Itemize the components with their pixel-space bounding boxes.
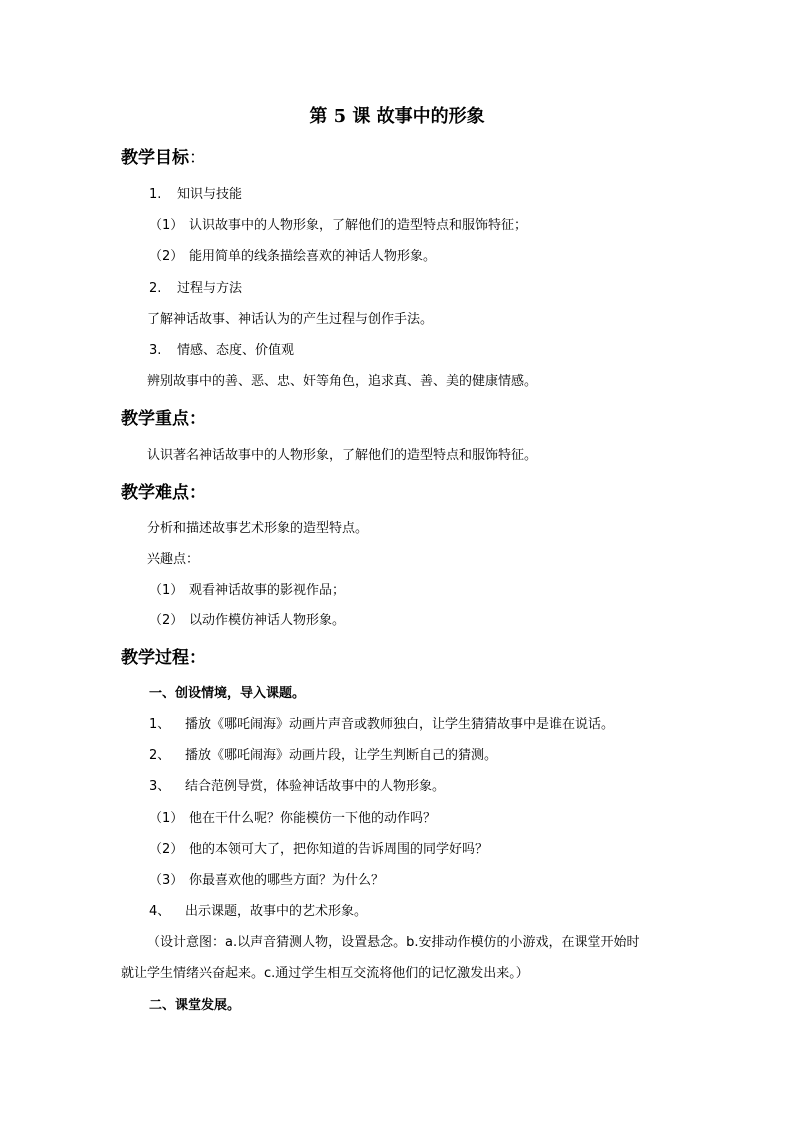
- step-marker: 4、: [149, 904, 171, 919]
- goal-text: 情感、态度、价值观: [177, 343, 295, 358]
- goal-item: [149, 279, 242, 299]
- step-text: 你最喜欢他的哪些方面？为什么？: [189, 873, 385, 888]
- difficulty-item: [147, 550, 199, 570]
- difficulty-item: [147, 519, 368, 539]
- goal-text: 过程与方法: [177, 281, 243, 296]
- step-marker: （3）: [149, 873, 184, 888]
- difficulty-text: 分析和描述故事艺术形象的造型特点。: [147, 521, 369, 536]
- goal-marker: 1.: [149, 187, 162, 202]
- process-step: [149, 902, 367, 922]
- goal-item: [149, 216, 527, 236]
- step-marker: （1）: [149, 811, 184, 826]
- process-step: [149, 871, 384, 891]
- goal-text: 辨别故事中的善、恶、忠、奸等角色，追求真、善、美的健康情感。: [147, 374, 538, 389]
- step-marker: （2）: [149, 842, 184, 857]
- process-step: [149, 746, 497, 766]
- step-marker: 3、: [149, 779, 171, 794]
- goal-item: [149, 185, 242, 205]
- process-step: [149, 840, 488, 860]
- goals-heading: [121, 146, 206, 170]
- step-text: 他在干什么呢？你能模仿一下他的动作吗？: [189, 811, 437, 826]
- difficulties-heading: 教学难点：: [121, 483, 206, 503]
- process-heading: 教学过程：: [121, 648, 206, 668]
- goal-text: 认识故事中的人物形象，了解他们的造型特点和服饰特征；: [189, 218, 528, 233]
- step-text: 播放《哪吒闹海》动画片声音或教师独白，让学生猜猜故事中是谁在说话。: [185, 717, 615, 732]
- section-two-heading: 二、课堂发展。: [149, 998, 241, 1013]
- lesson-title: 第 5 课 故事中的形象: [309, 106, 485, 127]
- difficulty-marker: （2）: [149, 613, 184, 628]
- difficulty-text: 兴趣点：: [147, 552, 200, 567]
- step-text: 他的本领可大了，把你知道的告诉周围的同学好吗？: [189, 842, 489, 857]
- key-points-heading: 教学重点：: [121, 409, 206, 429]
- difficulty-text: 观看神话故事的影视作品；: [189, 583, 346, 598]
- goals-heading-colon: ：: [189, 148, 206, 168]
- difficulty-item: [149, 611, 345, 631]
- process-step: [149, 715, 614, 735]
- goals-heading-text: 教学目标: [121, 148, 189, 168]
- step-text: 出示课题，故事中的艺术形象。: [185, 904, 368, 919]
- process-step: [149, 777, 445, 797]
- step-marker: 1、: [149, 717, 171, 732]
- difficulty-item: [149, 581, 345, 601]
- goal-item: [147, 310, 433, 330]
- design-note-line: （设计意图：a.以声音猜测人物，设置悬念。b.安排动作模仿的小游戏，在课堂开始时: [147, 935, 640, 950]
- difficulty-marker: （1）: [149, 583, 184, 598]
- goal-marker: （1）: [149, 218, 184, 233]
- goal-item: [149, 247, 436, 267]
- goal-item: [147, 372, 537, 392]
- section-one-heading: 一、创设情境，导入课题。: [149, 686, 306, 701]
- step-marker: 2、: [149, 748, 171, 763]
- goal-item: [149, 341, 294, 361]
- goal-marker: 2.: [149, 281, 162, 296]
- goal-text: 了解神话故事、神话认为的产生过程与创作手法。: [147, 312, 434, 327]
- process-step: [149, 809, 436, 829]
- step-text: 播放《哪吒闹海》动画片段，让学生判断自己的猜测。: [185, 748, 498, 763]
- step-text: 结合范例导赏，体验神话故事中的人物形象。: [185, 779, 446, 794]
- goal-marker: （2）: [149, 249, 184, 264]
- goal-marker: 3.: [149, 343, 162, 358]
- goal-text: 能用简单的线条描绘喜欢的神话人物形象。: [189, 249, 437, 264]
- goal-text: 知识与技能: [177, 187, 243, 202]
- design-note-line: 就让学生情绪兴奋起来。c.通过学生相互交流将他们的记忆激发出来。）: [121, 966, 529, 981]
- difficulty-text: 以动作模仿神话人物形象。: [189, 613, 346, 628]
- key-points-text: 认识著名神话故事中的人物形象，了解他们的造型特点和服饰特征。: [147, 448, 538, 463]
